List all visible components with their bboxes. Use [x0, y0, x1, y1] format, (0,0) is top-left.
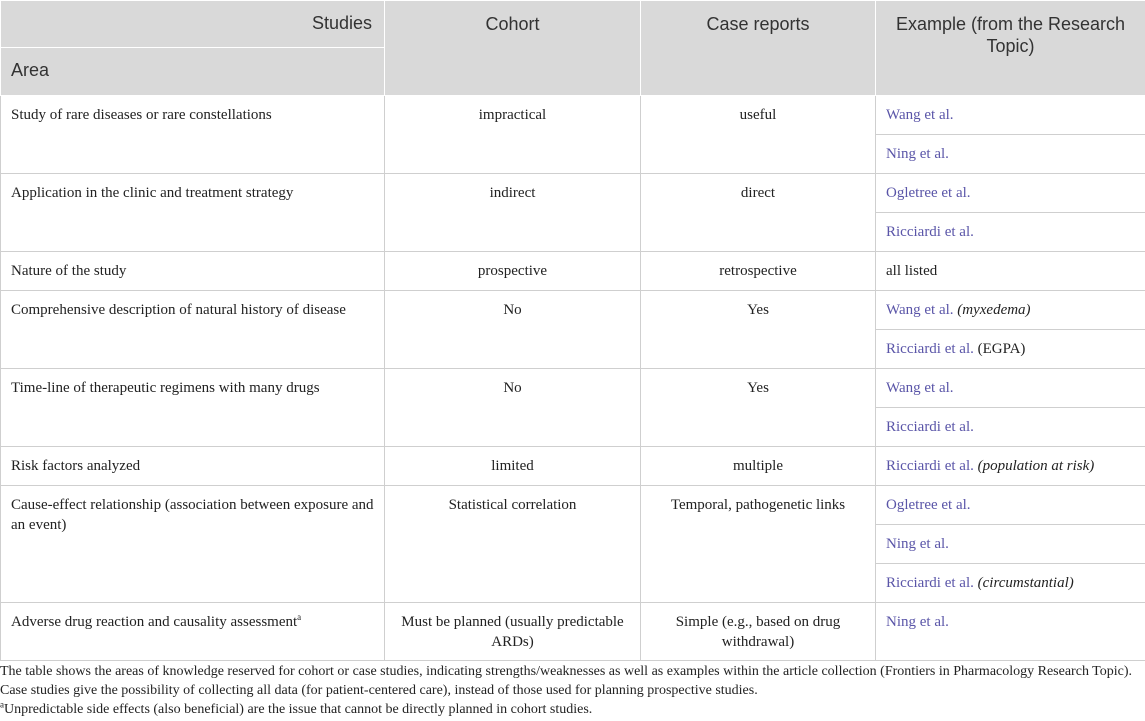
example-cell [876, 486, 1145, 525]
example-link[interactable]: Ricciardi et al. [886, 575, 974, 591]
header-case-reports: Case reports [641, 1, 876, 96]
cohort-cell: No [385, 291, 641, 369]
case-cell: retrospective [641, 252, 876, 291]
header-studies: Studies [1, 1, 385, 48]
cohort-cell: impractical [385, 96, 641, 174]
cohort-cell: limited [385, 447, 641, 486]
table-row [1, 252, 1145, 291]
cohort-cell: Must be planned (usually predictable ARDs) [385, 603, 641, 661]
cohort-cell: prospective [385, 252, 641, 291]
example-link[interactable]: Ricciardi et al. [886, 341, 974, 357]
cohort-cell: Statistical correlation [385, 486, 641, 603]
footnote-main: The table shows the areas of knowledge reserved for cohort or case studies, indicating strengths/weaknesses as well as examples within the article collection (Frontiers in Pharmacology Research Topic). Case studies give the possibility of collecting all data (for patient-centered care), instead of those used for planning prospective studies. [0, 664, 1133, 698]
area-cell: Time-line of therapeutic regimens with many drugs [1, 369, 385, 447]
area-cell: Nature of the study [1, 252, 385, 291]
example-link[interactable]: Wang et al. [886, 302, 954, 318]
case-cell: Yes [641, 291, 876, 369]
example-cell: all listed [876, 252, 1145, 291]
example-cell [876, 564, 1145, 603]
example-link[interactable]: Ricciardi et al. [886, 419, 974, 435]
example-cell [876, 96, 1145, 135]
example-note: (population at risk) [977, 458, 1095, 474]
header-cohort: Cohort [385, 1, 641, 96]
example-cell [876, 408, 1145, 447]
area-cell [1, 603, 385, 661]
example-note: (EGPA) [977, 341, 1026, 357]
example-link[interactable]: Wang et al. [886, 107, 954, 123]
case-cell: Temporal, pathogenetic links [641, 486, 876, 603]
case-cell: useful [641, 96, 876, 174]
example-link[interactable]: Ning et al. [886, 536, 949, 552]
table-row [1, 174, 1145, 213]
example-link[interactable]: Ricciardi et al. [886, 224, 974, 240]
table-row [1, 486, 1145, 525]
area-cell: Risk factors analyzed [1, 447, 385, 486]
table-body [1, 96, 1145, 661]
example-cell [876, 369, 1145, 408]
example-link[interactable]: Wang et al. [886, 380, 954, 396]
example-link[interactable]: Ogletree et al. [886, 185, 971, 201]
example-cell [876, 603, 1145, 661]
area-text: Adverse drug reaction and causality assessment [11, 614, 298, 630]
table-header [1, 1, 1145, 96]
footnote-a [0, 700, 1140, 719]
area-cell: Study of rare diseases or rare constellations [1, 96, 385, 174]
case-cell: Simple (e.g., based on drug withdrawal) [641, 603, 876, 661]
example-cell [876, 525, 1145, 564]
example-cell [876, 291, 1145, 330]
cohort-cell: No [385, 369, 641, 447]
example-cell [876, 330, 1145, 369]
example-note: (circumstantial) [977, 575, 1074, 591]
example-link[interactable]: Ning et al. [886, 614, 949, 630]
table-row [1, 603, 1145, 661]
area-cell: Application in the clinic and treatment strategy [1, 174, 385, 252]
cohort-cell: indirect [385, 174, 641, 252]
footnote-marker: a [297, 612, 302, 622]
case-cell: multiple [641, 447, 876, 486]
area-cell: Cause-effect relationship (association between exposure and an event) [1, 486, 385, 603]
example-link[interactable]: Ricciardi et al. [886, 458, 974, 474]
example-cell [876, 447, 1145, 486]
example-note: (myxedema) [957, 302, 1031, 318]
footnote-a-text: Unpredictable side effects (also beneficial) are the issue that cannot be directly planned in cohort studies. [4, 702, 593, 717]
table-row [1, 96, 1145, 135]
area-cell: Comprehensive description of natural history of disease [1, 291, 385, 369]
example-link[interactable]: Ogletree et al. [886, 497, 971, 513]
example-cell [876, 174, 1145, 213]
case-cell: Yes [641, 369, 876, 447]
example-cell [876, 135, 1145, 174]
footnote-a-marker: a [0, 699, 4, 710]
example-cell [876, 213, 1145, 252]
table-footnotes [0, 662, 1140, 719]
header-example: Example (from the Research Topic) [876, 1, 1145, 96]
case-cell: direct [641, 174, 876, 252]
table-row [1, 369, 1145, 408]
table-row [1, 291, 1145, 330]
table-row [1, 447, 1145, 486]
header-area: Area [1, 48, 385, 96]
example-link[interactable]: Ning et al. [886, 146, 949, 162]
